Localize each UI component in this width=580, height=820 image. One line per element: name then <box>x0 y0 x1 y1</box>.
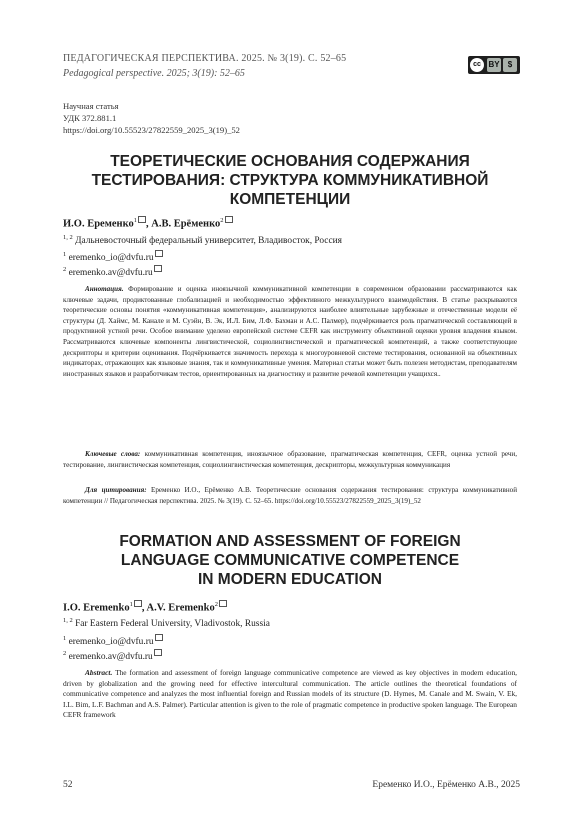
mail-icon[interactable] <box>225 216 233 223</box>
external-link-icon[interactable] <box>155 250 163 257</box>
udc-code: УДК 372.881.1 <box>63 113 117 123</box>
abstract-label: Abstract. <box>85 668 113 677</box>
abstract-text: Формирование и оценка иноязычной коммуникативной компетенции в современном образовании рассматриваются как ключевые задачи, продиктованные глобализацией и необходимостью эффективного межкультурного взаимодействия. В статье раскрываются теоретические основы понятия «коммуникативная компетенция», анализируются наиболее влиятельные зарубежные и отечественные модели её структуры (Д. Хаймс, М. Канале и М. Суэйн, В. Эк, И.Л. Бим, Л.Ф. Бахман и А.С. Палмер), подчёркивается роль прагматической составляющей в продуктивной устной речи. Особое внимание уделено европейской системе CEFR как инструменту объективной оценки уровня владения языком. Рассматриваются ключевые компоненты лингвистической, социолингвистической и прагматической компетенций, а также соответствующие дескрипторы и критерии оценивания. Подчёркивается значимость перехода к многоуровневой системе тестирования, основанной на объективных индикаторах, отражающих как языковые знания, так и коммуникативные умения. Материал статьи может быть полезен методистам, преподавателям иностранных языков и разработчикам тестов, ориентированных на диагностику и развитие речевой компетенции учащихся.. <box>63 285 517 378</box>
author-sup: 2 <box>220 217 224 224</box>
keywords-text: коммуникативная компетенция, иноязычное образование, прагматическая компетенция, CEFR, оценка устной речи, тестирование, лингвистическая компетенция, социолингвистическая компетенция, дескрипторы, межкультурная коммуникация <box>63 450 517 469</box>
keywords-ru <box>63 449 517 470</box>
title-line: КОМПЕТЕНЦИИ <box>229 191 351 208</box>
page-number: 52 <box>63 780 73 790</box>
email-sup: 1 <box>63 251 67 258</box>
affiliation-text: Far Eastern Federal University, Vladivostok, Russia <box>72 619 270 630</box>
external-link-icon[interactable] <box>155 634 163 641</box>
author-sup: 2 <box>214 601 218 608</box>
citation-text: Еременко И.О., Ерёменко А.В. Теоретические основания содержания тестирования: структура коммуникативной компетенции // Педагогическая перспектива. 2025. № 3(19). С. 52–65. https://doi.org/10.55523/27822559_2025_3(19)_52 <box>63 486 517 505</box>
affiliation-text: Дальневосточный федеральный университет, Владивосток, Россия <box>72 236 342 247</box>
affiliation-en <box>63 617 270 629</box>
affiliation-ru <box>63 234 342 246</box>
author-name[interactable]: , А.В. Ерёменко <box>146 218 221 230</box>
email-1-ru <box>63 249 163 263</box>
author-name[interactable]: , A.V. Eremenko <box>141 602 215 614</box>
mail-icon[interactable] <box>138 216 146 223</box>
abstract-text: The formation and assessment of foreign language communicative competence are viewed as key objectives in modern education, driven by globalization and the growing need for effective intercultural communication. The article outlines the theoretical foundations of communicative competence and analyzes the most influential foreign and Russian models of its structure (D. Hymes, M. Canale and M. Swain, V. Ek, I.L. Bim, L.F. Bachman and A.S. Palmer). Particular attention is given to the role of pragmatic competence in productive spoken language. The European CEFR framework <box>63 668 517 719</box>
affil-sup: 1, 2 <box>63 617 73 624</box>
external-link-icon[interactable] <box>154 265 162 272</box>
external-link-icon[interactable] <box>154 649 162 656</box>
email-1-en <box>63 633 163 647</box>
email-link[interactable]: eremenko.av@dvfu.ru <box>66 268 153 279</box>
citation-label: Для цитирования: <box>85 486 147 494</box>
title-line: ТЕОРЕТИЧЕСКИЕ ОСНОВАНИЯ СОДЕРЖАНИЯ <box>110 153 470 170</box>
creative-commons-icon: cc <box>470 58 484 72</box>
abstract-label: Аннотация. <box>85 285 124 293</box>
email-link[interactable]: eremenko_io@dvfu.ru <box>66 637 154 648</box>
article-title-en <box>60 532 520 589</box>
author-name[interactable]: I.O. Eremenko <box>63 602 130 614</box>
email-link[interactable]: eremenko.av@dvfu.ru <box>66 652 153 663</box>
citation-ru <box>63 485 517 506</box>
title-line: ТЕСТИРОВАНИЯ: СТРУКТУРА КОММУНИКАТИВНОЙ <box>91 172 489 189</box>
authors-en <box>63 599 227 614</box>
email-sup: 2 <box>63 650 67 657</box>
mail-icon[interactable] <box>134 600 142 607</box>
author-name[interactable]: И.О. Еременко <box>63 218 134 230</box>
doi-link[interactable]: https://doi.org/10.55523/27822559_2025_3(19)_52 <box>63 125 240 135</box>
running-footer-authors: Еременко И.О., Ерёменко А.В., 2025 <box>372 780 520 790</box>
article-type: Научная статья <box>63 101 119 111</box>
title-line: FORMATION AND ASSESSMENT OF FOREIGN <box>119 533 461 550</box>
email-link[interactable]: eremenko_io@dvfu.ru <box>66 253 154 264</box>
abstract-ru <box>63 284 517 379</box>
title-line: IN MODERN EDUCATION <box>198 571 382 588</box>
email-2-ru <box>63 264 162 278</box>
non-commercial-icon: $ <box>503 58 517 72</box>
affil-sup: 1, 2 <box>63 234 73 241</box>
license-badge[interactable] <box>468 56 520 74</box>
email-sup: 1 <box>63 635 67 642</box>
author-sup: 1 <box>133 217 137 224</box>
journal-citation-en: Pedagogical perspective. 2025; 3(19): 52–65 <box>63 68 245 79</box>
author-sup: 1 <box>129 601 133 608</box>
mail-icon[interactable] <box>219 600 227 607</box>
journal-citation-ru: ПЕДАГОГИЧЕСКАЯ ПЕРСПЕКТИВА. 2025. № 3(19). С. 52–65 <box>63 53 347 64</box>
article-title-ru <box>60 152 520 209</box>
authors-ru <box>63 215 233 230</box>
title-line: LANGUAGE COMMUNICATIVE COMPETENCE <box>120 552 460 569</box>
keywords-label: Ключевые слова: <box>85 450 141 458</box>
attribution-icon: BY <box>487 58 501 72</box>
email-2-en <box>63 648 162 662</box>
abstract-en <box>63 668 517 752</box>
email-sup: 2 <box>63 266 67 273</box>
